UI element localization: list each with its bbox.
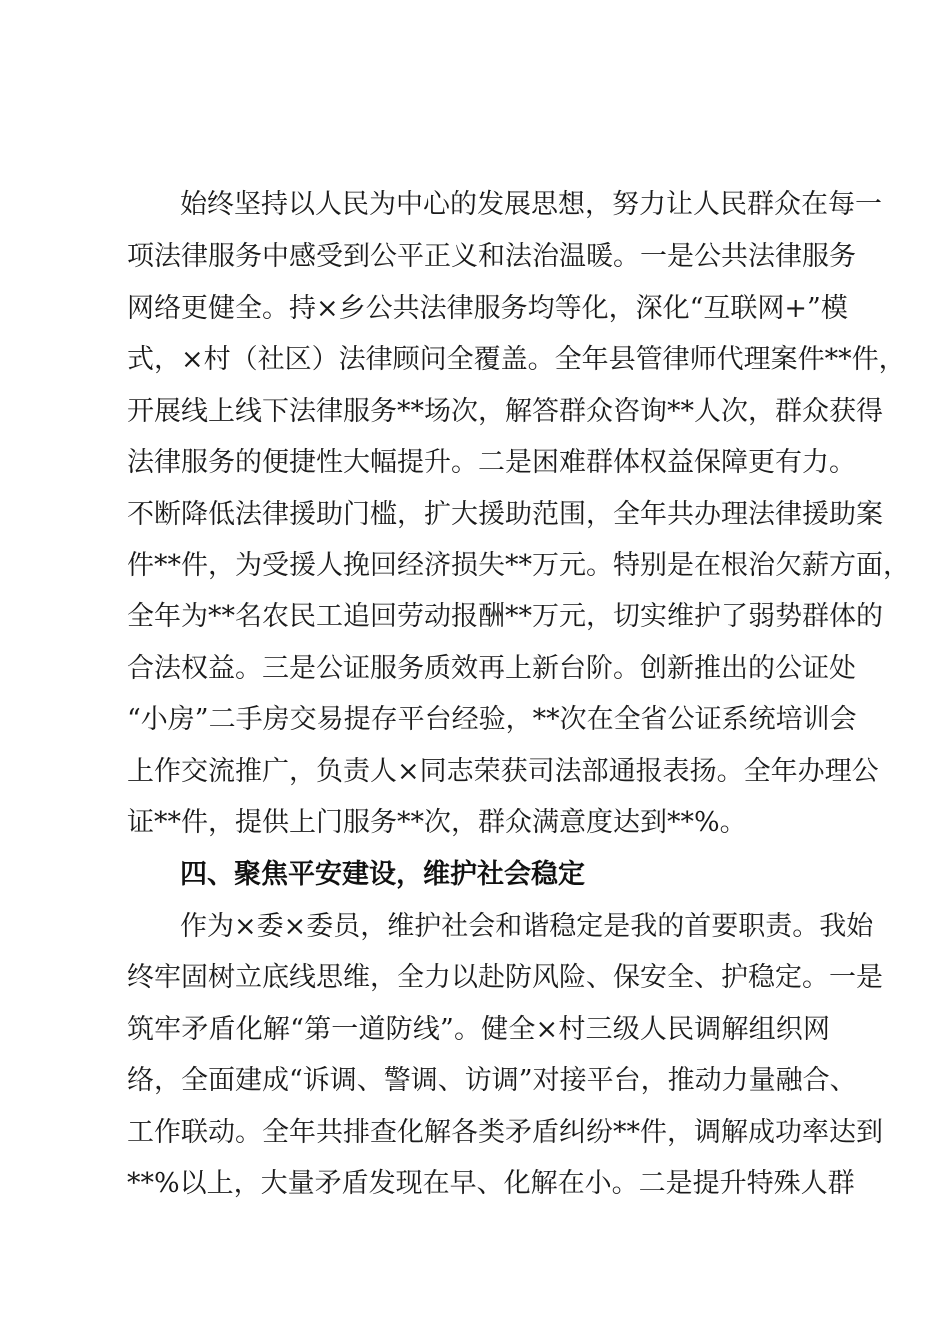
- paragraph-line: 全年为**名农民工追回劳动报酬**万元，切实维护了弱势群体的: [127, 601, 883, 632]
- paragraph-line: 合法权益。三是公证服务质效再上新台阶。创新推出的公证处: [127, 653, 856, 684]
- paragraph-line: 法律服务的便捷性大幅提升。二是困难群体权益保障更有力。: [127, 447, 856, 478]
- paragraph-line: 式，×村（社区）法律顾问全覆盖。全年县管律师代理案件**件，: [127, 344, 906, 375]
- paragraph-line: “小房”二手房交易提存平台经验，**次在全省公证系统培训会: [127, 704, 857, 735]
- paragraph-line: 工作联动。全年共排查化解各类矛盾纠纷**件，调解成功率达到: [127, 1117, 883, 1148]
- paragraph-line: **%以上，大量矛盾发现在早、化解在小。二是提升特殊人群: [127, 1168, 855, 1199]
- paragraph-line: 上作交流推广，负责人×同志荣获司法部通报表扬。全年办理公: [127, 756, 879, 787]
- paragraph-line: 终牢固树立底线思维，全力以赴防风险、保安全、护稳定。一是: [127, 962, 883, 993]
- paragraph-line: 项法律服务中感受到公平正义和法治温暖。一是公共法律服务: [127, 241, 856, 272]
- section-heading: 四、聚焦平安建设，维护社会稳定: [180, 859, 585, 890]
- paragraph-line: 始终坚持以人民为中心的发展思想，努力让人民群众在每一: [180, 189, 882, 220]
- paragraph-line: 络，全面建成“诉调、警调、访调”对接平台，推动力量融合、: [127, 1065, 857, 1096]
- paragraph-line: 件**件，为受援人挽回经济损失**万元。特别是在根治欠薪方面，: [127, 550, 910, 581]
- paragraph-line: 不断降低法律援助门槛，扩大援助范围，全年共办理法律援助案: [127, 499, 883, 530]
- paragraph-line: 作为×委×委员，维护社会和谐稳定是我的首要职责。我始: [180, 911, 874, 942]
- paragraph-line: 网络更健全。持×乡公共法律服务均等化，深化“互联网+”模: [127, 293, 848, 324]
- paragraph-line: 筑牢矛盾化解“第一道防线”。健全×村三级人民调解组织网: [127, 1014, 830, 1045]
- paragraph-line: 开展线上线下法律服务**场次，解答群众咨询**人次，群众获得: [127, 396, 883, 427]
- paragraph-line: 证**件，提供上门服务**次，群众满意度达到**%。: [127, 807, 747, 838]
